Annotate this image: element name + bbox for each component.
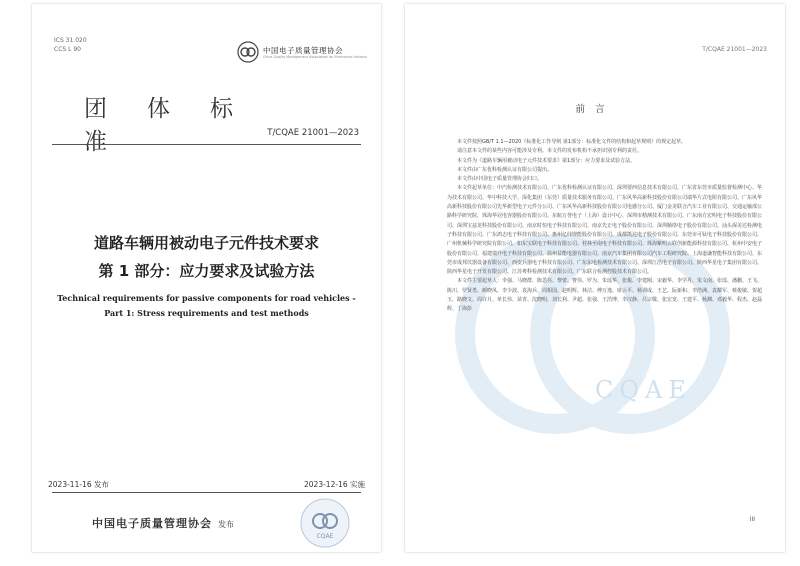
- cover-page: [32, 4, 381, 552]
- top-divider: [52, 144, 361, 145]
- watermark-text: CQAE: [595, 376, 692, 404]
- ics-code: ICS 31.020: [54, 37, 87, 44]
- publish-date: 2023-11-16 发布: [48, 480, 109, 489]
- ccs-code: CCS L 90: [54, 46, 81, 53]
- foreword-paragraph: 本文件起草单位：中汽检测技术有限公司、广东优科检测认证有限公司、深圳要西信息技术有限公司、广东省东莞市质量监督检测中心、华为技术有限公司、华中科技大学、深化集团（东莞）质量技术服务有限公司、广东风华高新科技股份有限公司端华片式电阻有限公司、广东风华高新科技股份有限公司先华新型电子元件分公司、广东风华高新科技股份有限公司电感分公司、厦门金龙联合汽车工业有限公司、交通运输部公路科学研究院、珠海华冠电容器股份有限公司、东航万誉电子（上海）设计中心、深圳市精测技术有限公司、广东南方宏明电子科技股份有限公司、深圳宝兹龙科技股份有限公司、南京时恒电子科技有限公司、南京先正电子股份有限公司、深圳顺络电子股份有限公司、汕头保美达检测电子科技有限公司、广东鸿志电子科技有限公司、惠州亿纬锂能股份有限公司、成都凯达电子股份有限公司、东莞市可钛电子科技股份有限公司、广州机械科学研究院有限公司、如东宝联电子科技有限公司、桂林至南电子科技有限公司、珠海紫明云联创新能源科技有限公司、杭州中安电子股份有限公司、福建瑞升电子科技有限公司、温州益能电器有限公司、南京汽车集团有限公司汽车工程研究院、上海道谦智能科技有限公司、东莞市成邦仪器设备有限公司、西安兵器电子科技有限公司、广东东电检测技术有限公司、深圳江浩电子有限公司、陕西华星电子集团有限公司、陕西华星电子开发有限公司、江苏粤科检测技术有限公司、广东联合检测控股技术有限公司。: [447, 185, 763, 276]
- foreword-paragraph: 本文件按照GB/T 1.1—2020《标准化工作导则 第1部分：标准化文件的结构和起草规则》的规定起草。: [457, 139, 687, 145]
- title-en-line1: Technical requirements for passive components for road vehicles -: [57, 293, 356, 303]
- logo-english-name: China Quality Management Association for Electronics Industry: [263, 55, 368, 59]
- seal-icon: [298, 496, 352, 550]
- issuer-line: [92, 515, 234, 531]
- standard-number: T/CQAE 21001—2023: [267, 128, 359, 138]
- classification-codes: [54, 36, 87, 54]
- page-number: III: [749, 516, 755, 523]
- issuer-name: 中国电子质量管理协会: [92, 517, 212, 530]
- implement-date: 2023-12-16 实施: [304, 480, 365, 489]
- issuer-suffix: 发布: [218, 520, 234, 529]
- seal-text: CQAE: [316, 533, 334, 540]
- association-logo-icon: [237, 41, 259, 63]
- foreword-paragraph: 本文件主要起草人：李强、马晓群、陈思亮、黎蕾、曹伟、罗为、朱瑶华、张俊、李建刚、宋毅华、李学丹、朱文南、张瑶、潘鹏、王飞、陈川、罗贤勇、颜晓凤、李少波、袁海兵、周相国、赵明辉、林洁、傅万逸、席云平、杨训成、王艺、阮新和、李浩洲、袁耀军、蔡俊敏、贺超玉、路晓文、周许月、单长伟、苗青、沈晓明、刘长利、尹超、张强、王浩博、李汉静、吕宗敬、张宏宽、王建平、杨渊、邓毅华、程杰、赵磊辉、丁海彭: [447, 278, 763, 313]
- title-cn-line2: 第 1 部分：应力要求及试验方法: [98, 262, 315, 280]
- foreword-paragraph: 本文件为《道路车辆用被动电子元件技术要求》第1部分：应力要求及试验方法。: [457, 157, 636, 164]
- header-standard-number: T/CQAE 21001—2023: [702, 46, 767, 53]
- logo-name: 中国电子质量管理协会: [263, 46, 343, 55]
- foreword-paragraph: 请注意本文件的某些内容可能涉及专利。本文件的发布机构不承担识别专利的责任。: [457, 148, 643, 155]
- foreword-title: 前言: [575, 104, 615, 115]
- association-logo: [237, 41, 368, 67]
- foreword-paragraph: 本文件由广东优科检测认证有限公司提出。: [457, 166, 553, 173]
- title-cn-line1: 道路车辆用被动电子元件技术要求: [93, 234, 319, 252]
- foreword-paragraph: 本文件由中国电子质量管理协会归口。: [457, 176, 543, 183]
- bottom-divider: [52, 492, 361, 493]
- foreword-page: [405, 4, 785, 552]
- document-type: 团体标准: [84, 96, 273, 155]
- title-en-line2: Part 1: Stress requirements and test methods: [104, 308, 309, 318]
- foreword-body: [447, 138, 765, 315]
